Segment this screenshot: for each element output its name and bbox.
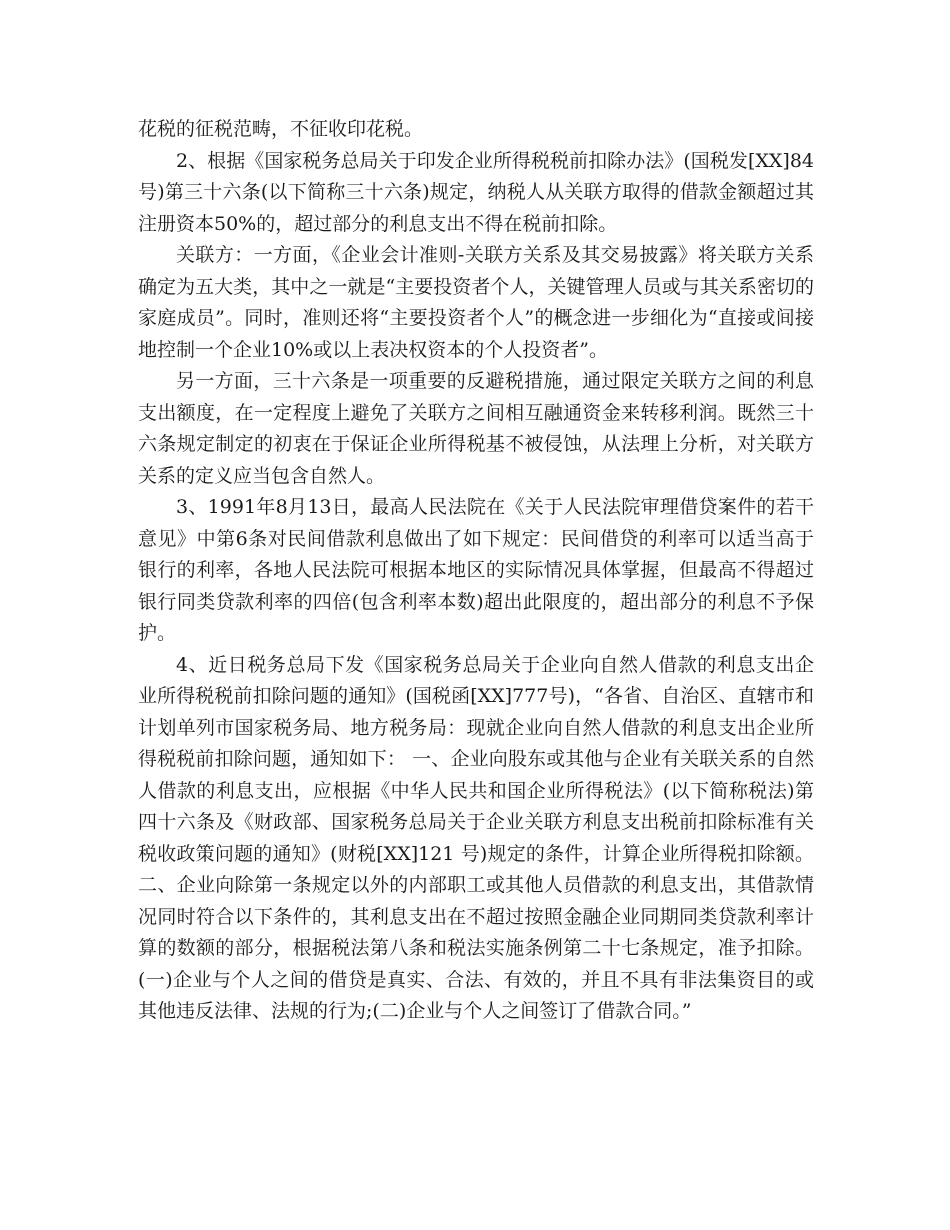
paragraph-continuation: 花税的征税范畴，不征收印花税。 xyxy=(138,118,424,140)
paragraph-item-2: 2、根据《国家税务总局关于印发企业所得税税前扣除办法》(国税发[XX]84号)第三十六条(以下简称三十六条)规定，纳税人从关联方取得的借款金额超过其注册资本50%的，超过部分的利息支出不得在税前扣除。 xyxy=(138,149,814,235)
paragraph-anti-avoidance: 另一方面，三十六条是一项重要的反避税措施，通过限定关联方之间的利息支出额度，在一定程度上避免了关联方之间相互融通资金来转移利润。既然三十六条规定制定的初衷在于保证企业所得税基不被侵蚀，从法理上分析，对关联方关系的定义应当包含自然人。 xyxy=(138,370,814,487)
paragraph-item-3: 3、1991年8月13日，最高人民法院在《关于人民法院审理借贷案件的若干意见》中第6条对民间借款利息做出了如下规定：民间借贷的利率可以适当高于银行的利率，各地人民法院可根据本地区的实际情况具体掌握，但最高不得超过银行同类贷款利率的四倍(包含利率本数)超出此限度的，超出部分的利息不予保护。 xyxy=(138,496,814,644)
paragraph-related-party: 关联方：一方面，《企业会计准则-关联方关系及其交易披露》将关联方关系确定为五大类，其中之一就是“主要投资者个人，关键管理人员或与其关系密切的家庭成员”。同时，准则还将“主要投资者个人”的概念进一步细化为“直接或间接地控制一个企业10%或以上表决权资本的个人投资者”。 xyxy=(138,244,814,361)
paragraph-item-4: 4、近日税务总局下发《国家税务总局关于企业向自然人借款的利息支出企业所得税税前扣除问题的通知》(国税函[XX]777号)，“各省、自治区、直辖市和计划单列市国家税务局、地方税务局：现就企业向自然人借款的利息支出企业所得税税前扣除问题，通知如下： 一、企业向股东或其他与企业有关联关系的自然人借款的利息支出，应根据《中华人民共和国企业所得税法》(以下简称税法)第四十六条及《财政部、国家税务总局关于企业关联方利息支出税前扣除标准有关税收政策问题的通知》(财税[XX]121 号)规定的条件，计算企业所得税扣除额。 二、企业向除第一条规定以外的内部职工或其他人员借款的利息支出，其借款情况同时符合以下条件的，其利息支出在不超过按照金融企业同期同类贷款利率计算的数额的部分，根据税法第八条和税法实施条例第二十七条规定，准予扣除。(一)企业与个人之间的借贷是真实、合法、有效的，并且不具有非法集资目的或其他违反法律、法规的行为;(二)企业与个人之间签订了借款合同。” xyxy=(138,653,814,1022)
document-body xyxy=(138,114,814,1028)
